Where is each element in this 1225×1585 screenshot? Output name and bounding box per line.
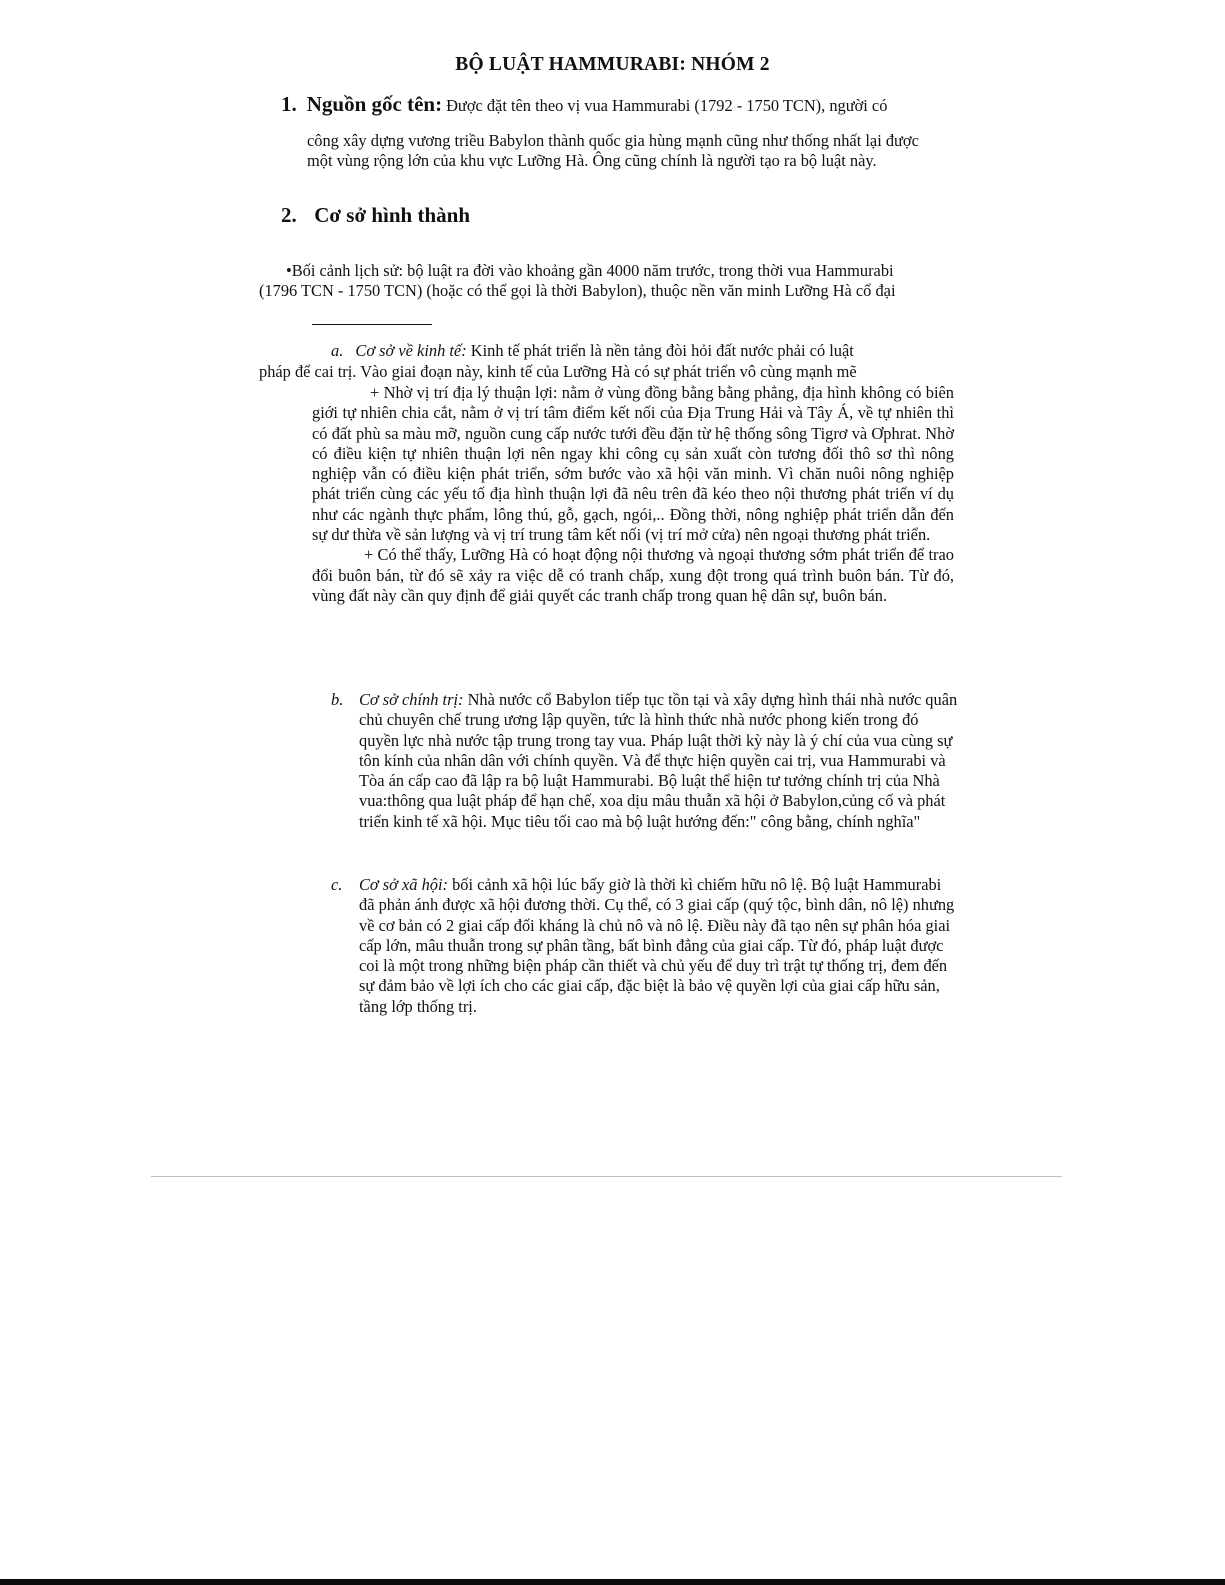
bottom-edge-bar	[0, 1579, 1225, 1585]
section-2-heading-line	[281, 203, 470, 228]
underline-decoration	[312, 324, 432, 325]
political-basis-label: Cơ sở chính trị:	[359, 690, 464, 709]
economic-basis-paragraph-2-text: + Có thể thấy, Lưỡng Hà có hoạt động nội thương và ngoại thương sớm phát triển để trao đổi buôn bán, từ đó sẽ xảy ra việc dễ có tranh chấp, xung đột trong quá trình buôn bán. Từ đó, vùng đất này cần quy định để giải quyết các tranh chấp trong quan hệ dân sự, buôn bán.	[312, 545, 954, 605]
historical-context-text: •Bối cảnh lịch sử: bộ luật ra đời vào khoảng gần 4000 năm trước, trong thời vua Hammurabi (1796 TCN - 1750 TCN) (hoặc có thể gọi là thời Babylon), thuộc nền văn minh Lưỡng Hà cổ đại	[259, 261, 896, 301]
economic-basis-lead: Kinh tế phát triển là nền tảng đòi hỏi đất nước phải có luật	[466, 341, 854, 360]
economic-basis-label: Cơ sở về kinh tế:	[355, 341, 467, 360]
economic-basis-heading	[331, 341, 854, 361]
historical-context-paragraph	[259, 261, 929, 302]
section-2-heading: Cơ sở hình thành	[314, 203, 470, 227]
political-basis-text: Nhà nước cổ Babylon tiếp tục tồn tại và xây dựng hình thái nhà nước quân chủ chuyên chế trung ương lập quyền, tức là hình thức nhà nước phong kiến trong đó quyền lực nhà nước tập trung trong tay vua. Pháp luật thời kỳ này là ý chí của vua cùng sự tôn kính của nhân dân với chính quyền. Và để thực hiện quyền cai trị, vua Hammurabi và Tòa án cấp cao đã lập ra bộ luật Hammurabi. Bộ luật thể hiện tư tưởng chính trị của Nhà vua:thông qua luật pháp để hạn chế, xoa dịu mâu thuẫn xã hội ở Babylon,củng cố và phát triển kinh tế xã hội. Mục tiêu tối cao mà bộ luật hướng đến:" công bằng, chính nghĩa"	[359, 690, 958, 831]
section-1-number: 1.	[281, 92, 297, 116]
economic-basis-body	[312, 383, 954, 606]
social-basis-marker: c.	[331, 875, 343, 894]
section-1-heading: Nguồn gốc tên:	[306, 92, 443, 116]
economic-basis-marker: a.	[331, 341, 344, 360]
political-basis-paragraph	[359, 690, 959, 832]
section-1-lead: Được đặt tên theo vị vua Hammurabi (1792 - 1750 TCN), người có	[446, 96, 888, 115]
section-1-heading-line	[281, 92, 961, 117]
social-basis-paragraph	[359, 875, 959, 1017]
section-2-number: 2.	[281, 203, 297, 227]
economic-basis-lead-line-2: pháp để cai trị. Vào giai đoạn này, kinh tế của Lưỡng Hà có sự phát triển vô cùng mạnh mẽ	[259, 362, 857, 381]
page-break-rule	[151, 1176, 1062, 1177]
section-1-body: công xây dựng vương triều Babylon thành quốc gia hùng mạnh cũng như thống nhất lại được một vùng rộng lớn của khu vực Lưỡng Hà. Ông cũng chính là người tạo ra bộ luật này.	[307, 131, 919, 171]
economic-basis-paragraph-2	[312, 545, 954, 606]
social-basis-label: Cơ sở xã hội:	[359, 875, 448, 894]
social-basis-text: bối cảnh xã hội lúc bấy giờ là thời kì chiếm hữu nô lệ. Bộ luật Hammurabi đã phản ánh được xã hội đương thời. Cụ thể, có 3 giai cấp (quý tộc, bình dân, nô lệ) nhưng về cơ bản có 2 giai cấp đối kháng là chủ nô và nô lệ. Điều này đã tạo nên sự phân hóa giai cấp lớn, mâu thuẫn trong sự phân tầng, bất bình đẳng của giai cấp. Từ đó, pháp luật được coi là một trong những biện pháp cần thiết và chủ yếu để duy trì trật tự thống trị, đem đến sự đảm bảo về lợi ích cho các giai cấp, đặc biệt là bảo vệ quyền lợi của giai cấp hữu sản, tầng lớp thống trị.	[359, 875, 955, 1016]
economic-basis-paragraph-1-text: + Nhờ vị trí địa lý thuận lợi: nằm ở vùng đồng bằng bằng phẳng, địa hình không có biên giới tự nhiên chia cắt, nằm ở vị trí tâm điểm kết nối của Địa Trung Hải và Tây Á, về tự nhiên thì có đất phù sa màu mỡ, nguồn cung cấp nước tưới đều đặn từ hệ thống sông Tigrơ và Ơphrat. Nhờ có điều kiện tự nhiên thuận lợi nên ngay khi công cụ sản xuất còn tương đối thô sơ thì nông nghiệp vẫn có điều kiện phát triển, sớm bước vào xã hội văn minh. Vì chăn nuôi nông nghiệp phát triển cùng các yếu tố địa hình thuận lợi đã nêu trên đã kéo theo nội thương phát triển ví dụ như các ngành thực phẩm, lông thú, gỗ, gạch, ngói,.. Đồng thời, nông nghiệp phát triển dẫn đến sự dư thừa về sản lượng và vị trí trung tâm kết nối (vị trí mở cửa) nên ngoại thương phát triển.	[312, 383, 954, 545]
economic-basis-paragraph-1	[312, 383, 954, 545]
document-title: BỘ LUẬT HAMMURABI: NHÓM 2	[455, 54, 770, 75]
political-basis-marker: b.	[331, 690, 344, 709]
